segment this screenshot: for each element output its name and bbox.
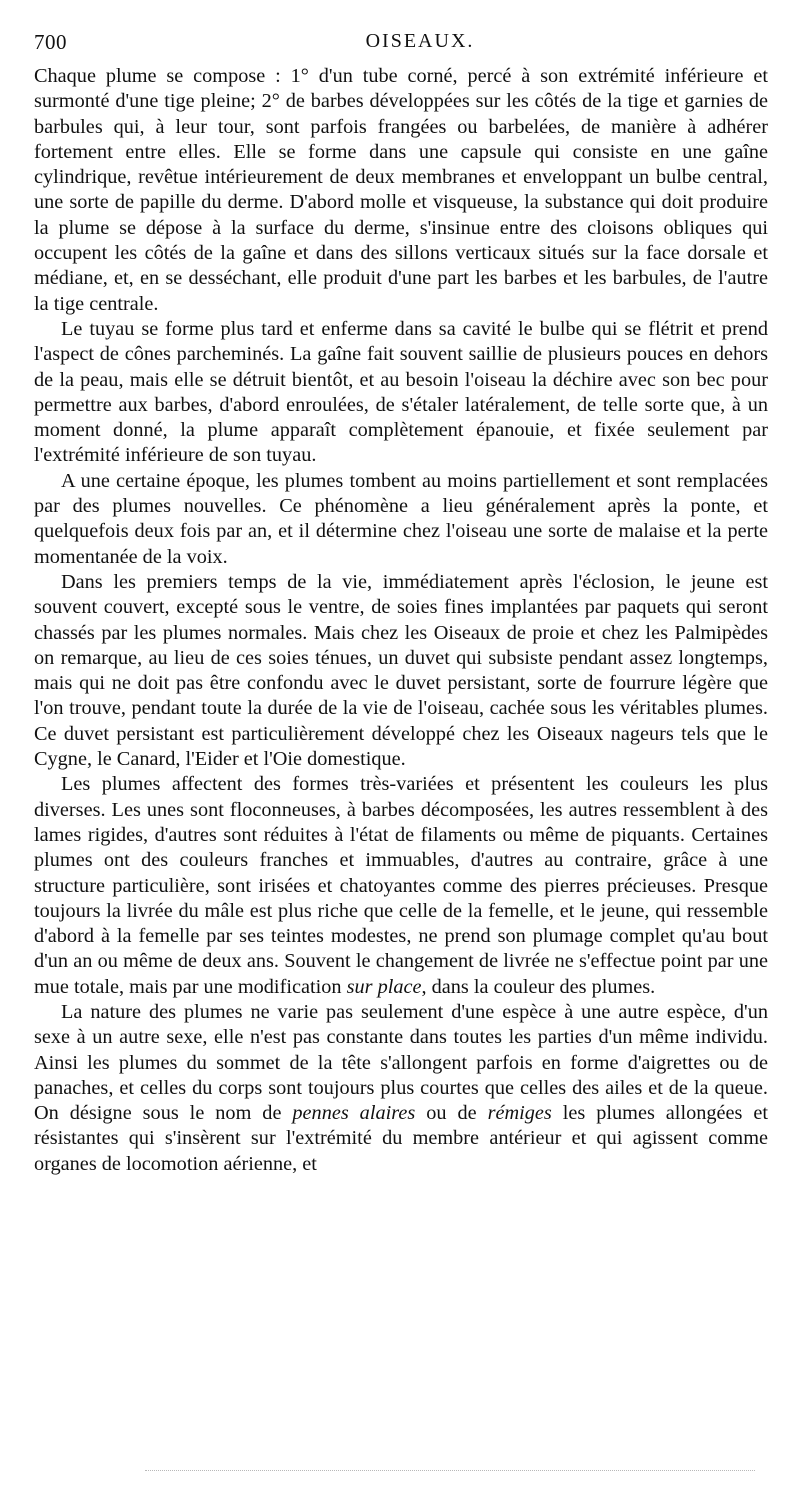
paragraph-feather-structure: Chaque plume se compose : 1° d'un tube corné, percé à son extrémité inférieure et surmonté d'une tige pleine; 2° de barbes développées sur les côtés de la tige et garnies de barbules qui, à leur tour, sont parfois frangées ou barbelées, de manière à adhérer fortement entre elles. Elle se forme dans une capsule qui consiste en une gaîne cylindrique, revêtue intérieurement de deux membranes et enveloppant un bulbe central, une sorte de papille du derme. D'abord molle et visqueuse, la substance qui doit produire la plume se dépose à la surface du derme, s'insinue entre des cloisons obliques qui occupent les côtés de la gaîne et dans des sillons verticaux situés sur la face dorsale et médiane, et, en se desséchant, elle produit d'une part les barbes et les barbules, de l'autre la tige centrale.: [34, 65, 768, 315]
footer-dotted-rule: [145, 1470, 755, 1471]
running-title: OISEAUX.: [365, 30, 475, 52]
paragraph-feather-forms: Les plumes affectent des formes très-variées et présentent les couleurs les plus diverses. Les unes sont floconneuses, à barbes décomposées, les autres ressemblent à des lames rigides, d'autres sont réduites à l'état de filaments ou même de piquants. Certaines plumes ont des couleurs franches et immuables, d'autres au contraire, grâce à une structure particulière, sont irisées et chatoyantes comme des pierres précieuses. Presque toujours la livrée du mâle est plus riche que celle de la femelle, et le jeune, qui ressemble d'abord à la femelle par ses teintes modestes, ne prend son plumage complet qu'au bout d'un an ou même de deux ans. Souvent le changement de livrée ne s'effectue point par une mue totale, mais par une modification sur place, dans la couleur des plumes.: [34, 773, 768, 998]
page-header: [34, 30, 770, 58]
page-number: 700: [34, 30, 67, 54]
italic-term: pennes alaires: [292, 1102, 416, 1125]
paragraph-feather-nature: La nature des plumes ne varie pas seulement d'une espèce à une autre espèce, d'un sexe à un autre sexe, elle n'est pas constante dans toutes les parties d'un même individu. Ainsi les plumes du sommet de la tête s'allongent parfois en forme d'aigrettes ou de panaches, et celles du corps sont toujours plus courtes que celles des ailes et de la queue. On désigne sous le nom de pennes alaires ou de rémiges les plumes allongées et résistantes qui s'insèrent sur l'extrémité du membre antérieur et qui agissent comme organes de locomotion aérienne, et: [34, 1000, 768, 1175]
paragraph-molting: A une certaine époque, les plumes tombent au moins partiellement et sont remplacées par des plumes nouvelles. Ce phénomène a lieu généralement après la ponte, et quelquefois deux fois par an, et il détermine chez l'oiseau une sorte de malaise et la perte momentanée de la voix.: [34, 469, 768, 568]
paragraph-quill-formation: Le tuyau se forme plus tard et enferme dans sa cavité le bulbe qui se flétrit et prend l'aspect de cônes parcheminés. La gaîne fait souvent saillie de plusieurs pouces en dehors de la peau, mais elle se détruit bientôt, et au besoin l'oiseau la déchire avec son bec pour permettre aux barbes, d'abord enroulées, de s'étaler latéralement, de telle sorte que, à un moment donné, la plume apparaît complètement épanouie, et fixée seulement par l'extrémité inférieure de son tuyau.: [34, 317, 768, 467]
italic-term: sur place: [346, 975, 422, 998]
paragraph-down: Dans les premiers temps de la vie, immédiatement après l'éclosion, le jeune est souvent couvert, excepté sous le ventre, de soies fines implantées par paquets qui seront chassés par les plumes normales. Mais chez les Oiseaux de proie et chez les Palmipèdes on remarque, au lieu de ces soies ténues, un duvet qui subsiste pendant assez longtemps, mais qui ne doit pas être confondu avec le duvet persistant, sorte de fourrure légère que l'on trouve, pendant toute la durée de la vie de l'oiseau, cachée sous les véritables plumes. Ce duvet persistant est particulièrement développé chez les Oiseaux nageurs tels que le Cygne, le Canard, l'Eider et l'Oie domestique.: [34, 570, 768, 771]
italic-term: rémiges: [487, 1102, 552, 1125]
body-text: [34, 64, 768, 1177]
